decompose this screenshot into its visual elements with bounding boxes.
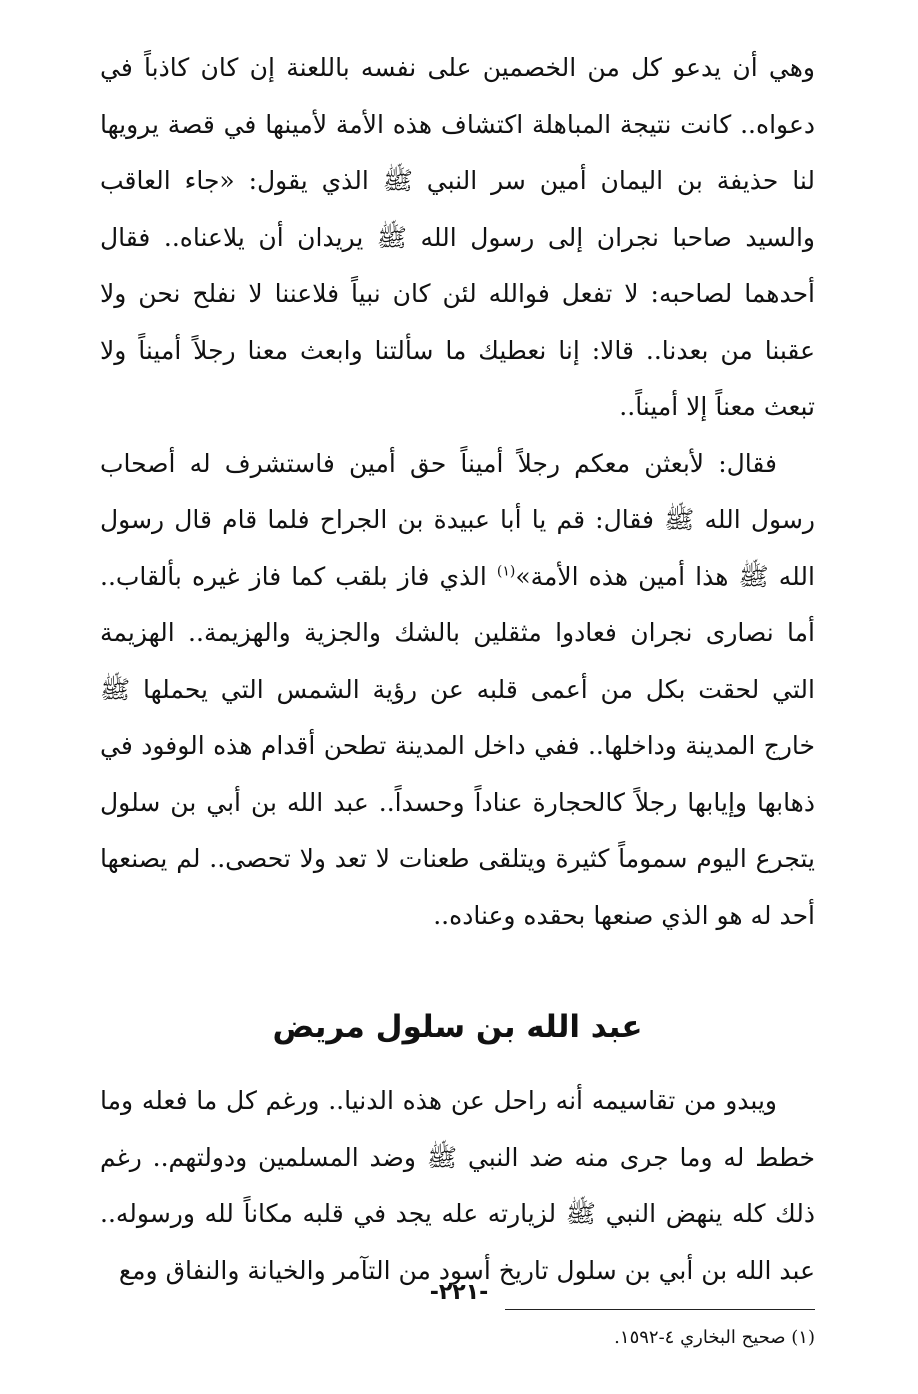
page-body xyxy=(100,40,815,1356)
footnote-divider xyxy=(505,1309,815,1310)
footnote-text: (١) صحيح البخاري ٤-١٥٩٢. xyxy=(614,1327,815,1348)
section-heading: عبد الله بن سلول مريض xyxy=(272,1009,643,1045)
paragraph-2-text-a: فقال: لأبعثن معكم رجلاً أميناً حق أمين فاستشرف له أصحاب رسول الله ﷺ فقال: قم يا أبا عبيدة بن الجراح فلما قام قال رسول الله ﷺ هذا أمين هذه الأمة» xyxy=(100,448,815,591)
paragraph-2-text-b: الذي فاز بلقب كما فاز غيره بألقاب.. أما نصارى نجران فعادوا مثقلين بالشك والجزية والهزيمة.. الهزيمة التي لحقت بكل من أعمى قلبه عن رؤية الشمس التي يحملها ﷺ خارج المدينة وداخلها.. ففي داخل المدينة تطحن أقدام هذه الوفود في ذهابها وإيابها رجلاً كالحجارة عناداً وحسداً.. عبد الله بن أبي بن سلول يتجرع اليوم سموماً كثيرة ويتلقى طعنات لا تعد ولا تحصى.. لم يصنعها أحد له هو الذي صنعها بحقده وعناده.. xyxy=(100,561,815,930)
paragraph-1: وهي أن يدعو كل من الخصمين على نفسه باللعنة إن كان كاذباً في دعواه.. كانت نتيجة المباهلة اكتشاف هذه الأمة لأمينها في قصة يرويها لنا حذيفة بن اليمان أمين سر النبي ﷺ الذي يقول: «جاء العاقب والسيد صاحبا نجران إلى رسول الله ﷺ يريدان أن يلاعناه.. فقال أحدهما لصاحبه: لا تفعل فوالله لئن كان نبياً فلاعننا لا نفلح نحن ولا عقبنا من بعدنا.. قالا: إنا نعطيك ما سألتنا وابعث معنا رجلاً أميناً ولا تبعث معناً إلا أميناً.. xyxy=(100,53,815,421)
footnote-marker[interactable]: (١) xyxy=(496,563,516,580)
page-number: -٢٢١- xyxy=(429,1280,489,1305)
paragraph-3: ويبدو من تقاسيمه أنه راحل عن هذه الدنيا.. ورغم كل ما فعله وما خطط له وما جرى منه ضد النبي ﷺ وضد المسلمين ودولتهم.. رغم ذلك كله ينهض النبي ﷺ لزيارته عله يجد في قلبه مكاناً لله ورسوله.. عبد الله بن أبي بن سلول تاريخ أسود من التآمر والخيانة والنفاق ومع xyxy=(100,1086,815,1285)
paragraph-2 xyxy=(100,436,815,945)
